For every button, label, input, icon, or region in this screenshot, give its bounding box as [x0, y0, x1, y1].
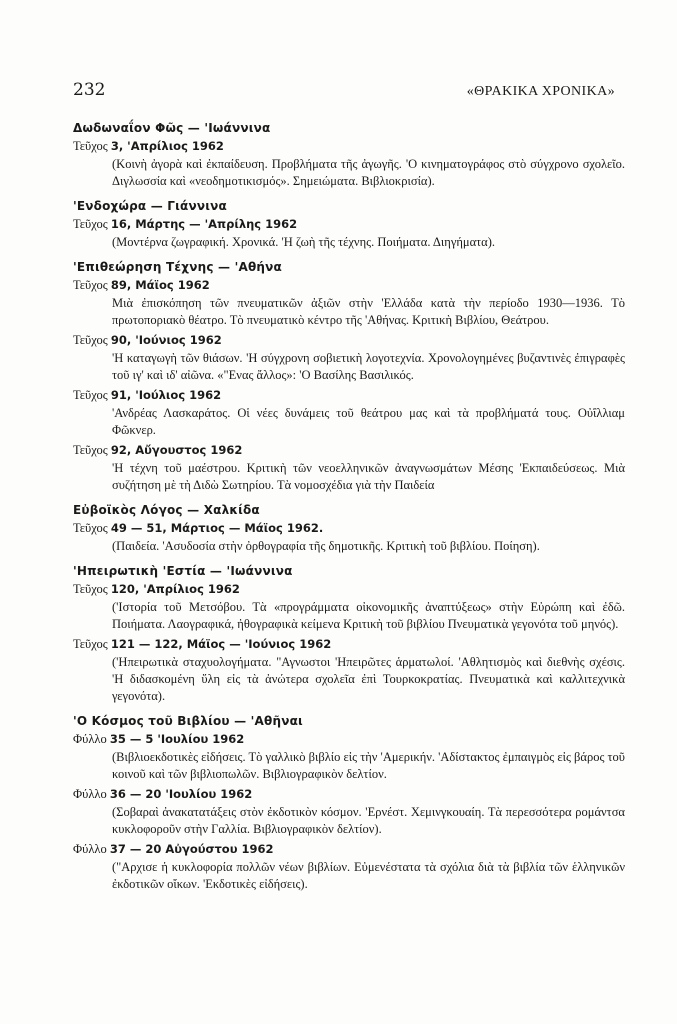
periodical-title: 'Ηπειρωτικὴ 'Εστία — 'Ιωάννινα [73, 564, 293, 578]
issue-label: Τεῦχος [73, 582, 108, 596]
periodicals-list [73, 121, 625, 893]
periodical-title: 'Ο Κόσμος τοῦ Βιβλίου — 'Αθῆναι [73, 714, 303, 728]
page-header [73, 80, 615, 100]
periodical-section [73, 714, 625, 893]
issue-contents: (Κοινὴ ἀγορὰ καὶ ἐκπαίδευση. Προβλήματα τῆς ἀγωγῆς. 'Ο κινηματογράφος στὸ σύγχρονο σχολεῖο. Διγλωσσία καὶ «νεοδημοτικισμός». Σημειώματα. Βιβλιοκρισία). [112, 157, 625, 188]
issue-label: Φύλλο [73, 732, 107, 746]
periodical-section [73, 260, 625, 494]
issue-date: 89, Μάϊος 1962 [110, 278, 210, 292]
issue-contents: (Παιδεία. 'Ασυδοσία στὴν ὀρθογραφία τῆς δημοτικῆς. Κριτικὴ τοῦ βιβλίου. Ποίηση). [112, 539, 540, 553]
issue-date: 92, Αὔγουστος 1962 [110, 443, 243, 457]
issue-date: 16, Μάρτης — 'Απρίλης 1962 [110, 217, 298, 231]
issue-date: 3, 'Απρίλιος 1962 [110, 139, 224, 153]
issue-date: 90, 'Ιούνιος 1962 [110, 333, 222, 347]
issue-heading [73, 443, 625, 458]
periodical-section [73, 503, 625, 555]
periodical-section [73, 564, 625, 705]
issue-contents: 'Ανδρέας Λασκαράτος. Οἱ νέες δυνάμεις τοῦ θεάτρου μας καὶ τὰ προβλήματά τους. Οὐΐλλιαμ Φῶκνερ. [112, 406, 625, 437]
periodical-section [73, 199, 625, 251]
issue-heading [73, 732, 625, 747]
issue-heading [73, 217, 625, 232]
issue-label: Φύλλο [73, 787, 107, 801]
issue-date: 35 — 5 'Ιουλίου 1962 [109, 732, 245, 746]
issue-label: Τεῦχος [73, 388, 108, 402]
issue-label: Τεῦχος [73, 333, 108, 347]
issue-heading [73, 842, 625, 857]
issue-date: 120, 'Απρίλιος 1962 [110, 582, 240, 596]
issue-date: 36 — 20 'Ιουλίου 1962 [109, 787, 253, 801]
issue-heading [73, 139, 625, 154]
issue-heading [73, 333, 625, 348]
issue-label: Τεῦχος [73, 139, 108, 153]
issue-contents: (Σοβαραὶ ἀνακατατάξεις στὸν ἐκδοτικὸν κόσμον. 'Ερνέστ. Χεμινγκουαίη. Τὰ περεσσότερα ρομάντσα κυκλοφοροῦν στὴν Γαλλία. Βιβλιογραφικὸν δελτίον). [112, 805, 625, 836]
issue-contents: ('Ηπειρωτικὰ σταχυολογήματα. "Αγνωστοι 'Ηπειρῶτες ἁρματωλοί. 'Αθλητισμὸς καὶ διεθνὴς σχέσις. 'Η διδασκομένη ὕλη εἰς τὰ ἀνώτερα σχολεῖα ἐπὶ Τουρκοκρατίας. Πνευματικὰ καὶ καλλιτεχνικὰ γεγονότα). [112, 655, 625, 703]
issue-date: 49 — 51, Μάρτιος — Μάϊος 1962. [110, 521, 324, 535]
issue-label: Τεῦχος [73, 278, 108, 292]
issue-heading [73, 278, 625, 293]
issue-contents: (Βιβλιοεκδοτικὲς εἰδήσεις. Τὸ γαλλικὸ βιβλίο εἰς τὴν 'Αμερικήν. 'Αδίστακτος ἐμπαιγμὸς εἰς βάρος τοῦ κοινοῦ καὶ τῶν βιβλιοπωλῶν. Βιβλιογραφικὸν δελτίον. [112, 750, 625, 781]
issue-label: Τεῦχος [73, 637, 108, 651]
page-number: 232 [73, 80, 106, 100]
issue-heading [73, 582, 625, 597]
periodical-title: Δωδωναΐον Φῶς — 'Ιωάννινα [73, 121, 271, 135]
issue-heading [73, 787, 625, 802]
periodical-section [73, 121, 625, 190]
issue-heading [73, 637, 625, 652]
issue-date: 91, 'Ιούλιος 1962 [110, 388, 222, 402]
running-title: «ΘΡΑΚΙΚΑ ΧΡΟΝΙΚΑ» [466, 84, 615, 99]
issue-heading [73, 521, 625, 536]
issue-label: Τεῦχος [73, 217, 108, 231]
periodical-title: 'Επιθεώρηση Τέχνης — 'Αθήνα [73, 260, 282, 274]
issue-contents: Μιὰ ἐπισκόπηση τῶν πνευματικῶν ἀξιῶν στὴν 'Ελλάδα κατὰ τὴν περίοδο 1930—1936. Τὸ πρωτοποριακὸ θέατρο. Τὸ πνευματικὸ κέντρο τῆς 'Αθήνας. Κριτικὴ Βιβλίου, Θεάτρου. [112, 296, 625, 327]
issue-contents: ("Αρχισε ἡ κυκλοφορία πολλῶν νέων βιβλίων. Εὐμενέστατα τὰ σχόλια διὰ τὰ βιβλία τῶν ἑλληνικῶν ἐκδοτικῶν οἴκων. 'Εκδοτικὲς εἰδήσεις). [112, 860, 625, 891]
issue-heading [73, 388, 625, 403]
issue-contents: (Μοντέρνα ζωγραφική. Χρονικά. 'Η ζωὴ τῆς τέχνης. Ποιήματα. Διηγήματα). [112, 235, 495, 249]
issue-contents: 'Η τέχνη τοῦ μαέστρου. Κριτικὴ τῶν νεοελληνικῶν ἀναγνωσμάτων Μέσης 'Εκπαιδεύσεως. Μιὰ συζήτηση μὲ τὴ Διδὼ Σωτηρίου. Τὰ νομοσχέδια γιὰ τὴν Παιδεία [112, 461, 625, 492]
issue-contents: ('Ιστορία τοῦ Μετσόβου. Τὰ «προγράμματα οἰκονομικῆς ἀναπτύξεως» στὴν Εὐρώπη καὶ ἐδῶ. Ποιήματα. Λαογραφικά, ἠθογραφικὰ κείμενα Κριτικὴ τοῦ βιβλίου Πνευματικὰ γεγονότα τοῦ μηνός). [112, 600, 625, 631]
periodical-title: Εὐβοϊκὸς Λόγος — Χαλκίδα [73, 503, 260, 517]
periodical-title: 'Ενδοχώρα — Γιάννινα [73, 199, 227, 213]
issue-label: Φύλλο [73, 842, 107, 856]
issue-contents: 'Η καταγωγὴ τῶν θιάσων. 'Η σύγχρονη σοβιετικὴ λογοτεχνία. Χρονολογημένες βυζαντινὲς ἐπιγραφὲς τοῦ ιγ' καὶ ιδ' αἰῶνα. «"Ενας ἄλλος»: 'Ο Βασίλης Βασιλικός. [112, 351, 625, 382]
issue-date: 121 — 122, Μάϊος — 'Ιούνιος 1962 [110, 637, 332, 651]
issue-label: Τεῦχος [73, 443, 108, 457]
issue-label: Τεῦχος [73, 521, 108, 535]
issue-date: 37 — 20 Αὐγούστου 1962 [109, 842, 274, 856]
